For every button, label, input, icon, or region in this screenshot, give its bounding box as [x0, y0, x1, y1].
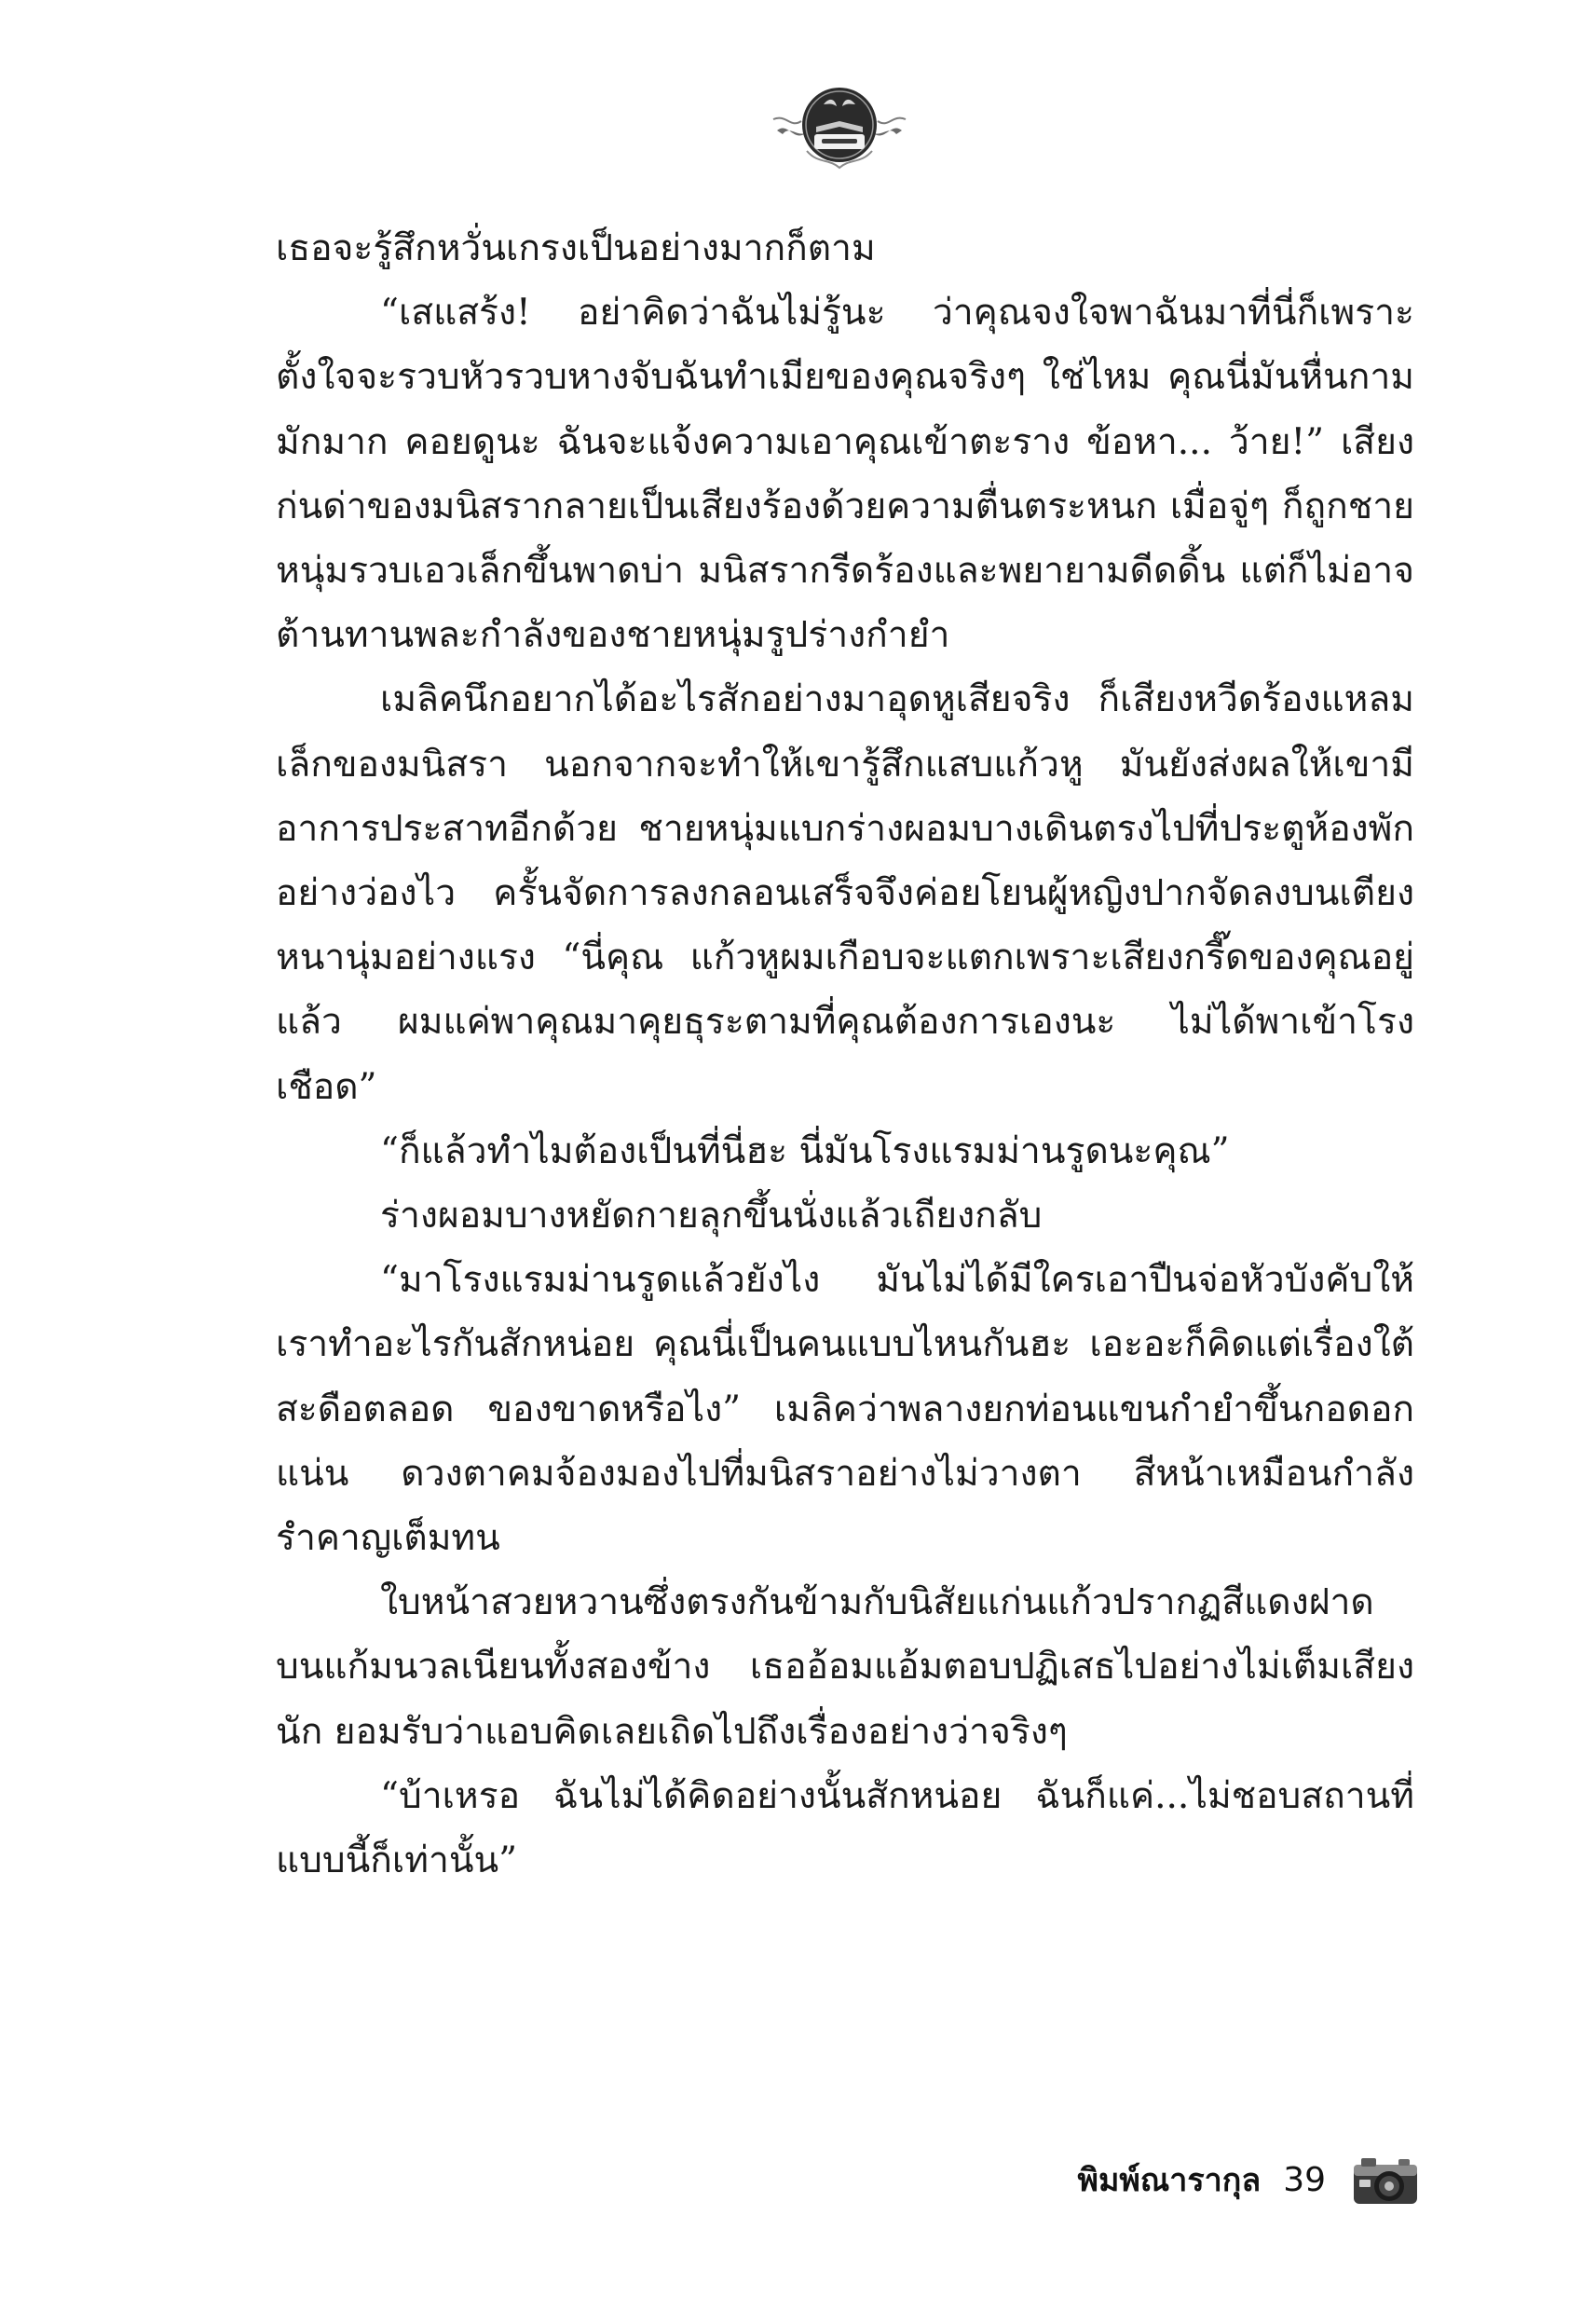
paragraph-8: “บ้าเหรอ ฉันไม่ได้คิดอย่างนั้นสักหน่อย ฉันก็แค่...ไม่ชอบสถานที่แบบนี้ก็เท่านั้น”: [276, 1774, 1414, 1882]
ornamental-emblem-icon: [770, 73, 909, 175]
paragraph-2: “เสแสร้ง! อย่าคิดว่าฉันไม่รู้นะ ว่าคุณจงใจพาฉันมาที่นี่ก็เพราะตั้งใจจะรวบหัวรวบหางจับฉันทำเมียของคุณจริงๆ ใช่ไหม คุณนี่มันหื่นกาม มักมาก คอยดูนะ ฉันจะแจ้งความเอาคุณเข้าตะราง ข้อหา... ว้าย!” เสียงก่นด่าของมนิสรากลายเป็นเสียงร้องด้วยความตื่นตระหนก เมื่อจู่ๆ ก็ถูกชายหนุ่มรวบเอวเล็กขึ้นพาดบ่า มนิสรากรีดร้องและพยายามดีดดิ้น แต่ก็ไม่อาจต้านทานพละกำลังของชายหนุ่มรูปร่างกำยำ: [276, 292, 1414, 657]
page-number: 39: [1283, 2160, 1326, 2199]
paragraph-4: “ก็แล้วทำไมต้องเป็นที่นี่ฮะ นี่มันโรงแรมม่านรูดนะคุณ”: [380, 1129, 1230, 1172]
paragraph-3: เมลิคนึกอยากได้อะไรสักอย่างมาอุดหูเสียจริง ก็เสียงหวีดร้องแหลมเล็กของมนิสรา นอกจากจะทำให้เขารู้สึกแสบแก้วหู มันยังส่งผลให้เขามีอาการประสาทอีกด้วย ชายหนุ่มแบกร่างผอมบางเดินตรงไปที่ประตูห้องพักอย่างว่องไว ครั้นจัดการลงกลอนเสร็จจึงค่อยโยนผู้หญิงปากจัดลงบนเตียงหนานุ่มอย่างแรง “นี่คุณ แก้วหูผมเกือบจะแตกเพราะเสียงกรี๊ดของคุณอยู่แล้ว ผมแค่พาคุณมาคุยธุระตามที่คุณต้องการเองนะ ไม่ได้พาเข้าโรงเชือด”: [276, 678, 1414, 1108]
paragraph-1: เธอจะรู้สึกหวั่นเกรงเป็นอย่างมากก็ตาม: [276, 227, 876, 269]
camera-icon: [1348, 2150, 1423, 2209]
paragraph-7: ใบหน้าสวยหวานซึ่งตรงกันข้ามกับนิสัยแก่นแก้วปรากฏสีแดงฝาดบนแก้มนวลเนียนทั้งสองข้าง เธออ้อมแอ้มตอบปฏิเสธไปอย่างไม่เต็มเสียงนัก ยอมรับว่าแอบคิดเลยเถิดไปถึงเรื่องอย่างว่าจริงๆ: [276, 1581, 1414, 1753]
paragraph-5: ร่างผอมบางหยัดกายลุกขึ้นนั่งแล้วเถียงกลับ: [380, 1195, 1043, 1238]
page-footer: [1078, 2140, 1423, 2220]
book-title: พิมพ์ณารากุล: [1077, 2162, 1262, 2199]
body-text: [276, 216, 1414, 1893]
paragraph-6: “มาโรงแรมม่านรูดแล้วยังไง มันไม่ได้มีใครเอาปืนจ่อหัวบังคับให้เราทำอะไรกันสักหน่อย คุณนี่เป็นคนแบบไหนกันฮะ เอะอะก็คิดแต่เรื่องใต้สะดือตลอด ของขาดหรือไง” เมลิคว่าพลางยกท่อนแขนกำยำขึ้นกอดอกแน่น ดวงตาคมจ้องมองไปที่มนิสราอย่างไม่วางตา สีหน้าเหมือนกำลังรำคาญเต็มทน: [276, 1259, 1414, 1560]
